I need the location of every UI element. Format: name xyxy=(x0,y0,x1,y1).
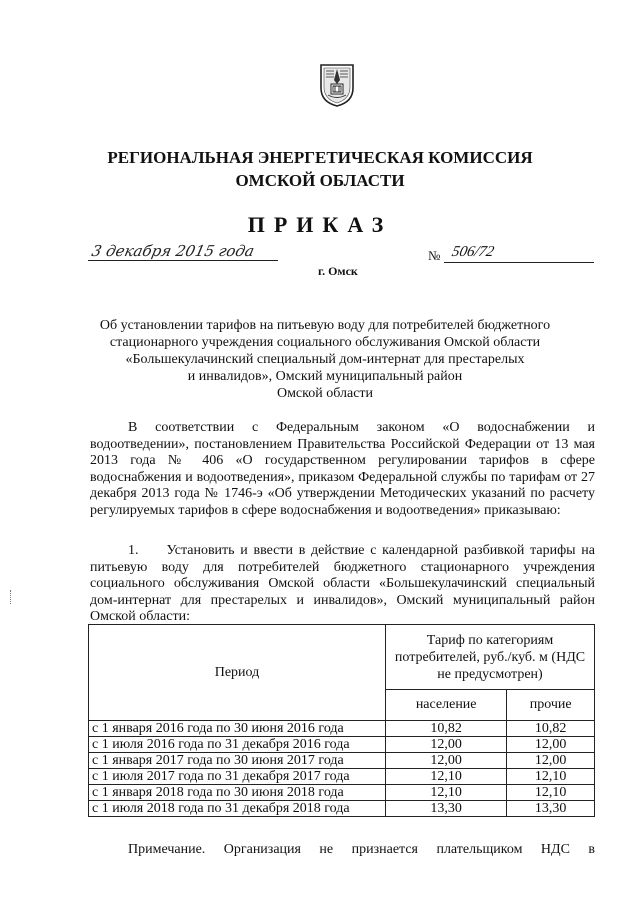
org-name-line1: РЕГИОНАЛЬНАЯ ЭНЕРГЕТИЧЕСКАЯ КОМИССИЯ xyxy=(107,148,533,167)
period-cell: с 1 января 2017 года по 30 июня 2017 года xyxy=(89,753,386,769)
other-tariff-cell: 12,00 xyxy=(507,737,595,753)
margin-mark xyxy=(10,590,12,604)
subject-line: Об установлении тарифов на питьевую воду для потребителей бюджетного xyxy=(99,318,551,333)
other-tariff-cell: 12,00 xyxy=(507,753,595,769)
table-row xyxy=(89,785,595,801)
header-period: Период xyxy=(89,625,386,721)
handwritten-date: 3 декабря 2015 года xyxy=(90,242,256,260)
table-row xyxy=(89,769,595,785)
period-cell: с 1 января 2016 года по 30 июня 2016 года xyxy=(89,721,386,737)
other-tariff-cell: 10,82 xyxy=(507,721,595,737)
date-underline xyxy=(88,260,278,261)
table-row xyxy=(89,737,595,753)
subject-line: стационарного учреждения социального обслуживания Омской области xyxy=(109,335,541,350)
other-tariff-cell: 13,30 xyxy=(507,801,595,817)
population-tariff-cell: 12,00 xyxy=(386,737,507,753)
period-cell: с 1 июля 2018 года по 31 декабря 2018 года xyxy=(89,801,386,817)
number-label: № xyxy=(428,248,441,263)
period-cell: с 1 января 2018 года по 30 июня 2018 года xyxy=(89,785,386,801)
other-tariff-cell: 12,10 xyxy=(507,785,595,801)
org-name-line2: ОМСКОЙ ОБЛАСТИ xyxy=(235,171,405,190)
period-cell: с 1 июля 2016 года по 31 декабря 2016 года xyxy=(89,737,386,753)
preamble-paragraph: В соответствии с Федеральным законом «О водоснабжении и водоотведении», постановлением Правительства Российской Федерации от 13 мая 2013 года № 406 «О государственном регулировании тарифов в сфере водоснабжения и водоотведения», приказом Федеральной службы по тарифам от 27 декабря 2013 года № 1746-э «Об утверждении Методических указаний по расчету регулируемых тарифов в сфере водоснабжения и водоотведения» приказываю: xyxy=(90,420,595,518)
handwritten-number: 506/72 xyxy=(450,244,496,260)
table-row xyxy=(89,721,595,737)
subject-line: Омской области xyxy=(276,386,374,401)
note-paragraph: Примечание. Организация не признается плательщиком НДС в xyxy=(128,842,595,857)
number-underline xyxy=(444,262,594,263)
table-row xyxy=(89,753,595,769)
other-tariff-cell: 12,10 xyxy=(507,769,595,785)
population-tariff-cell: 12,10 xyxy=(386,785,507,801)
document-type-title: ПРИКАЗ xyxy=(247,212,393,237)
table-row xyxy=(89,801,595,817)
tariff-table xyxy=(88,624,595,817)
subject-line: «Большекулачинский специальный дом-интернат для престарелых xyxy=(125,352,525,367)
city-label: г. Омск xyxy=(318,264,358,278)
subject-line: и инвалидов», Омский муниципальный район xyxy=(187,369,463,384)
header-tariff: Тариф по категориям потребителей, руб./куб. м (НДС не предусмотрен) xyxy=(386,625,595,690)
population-tariff-cell: 13,30 xyxy=(386,801,507,817)
coat-of-arms-emblem xyxy=(318,62,356,108)
header-population: население xyxy=(386,690,507,721)
item-1-paragraph: 1. Установить и ввести в действие с календарной разбивкой тарифы на питьевую воду для потребителей бюджетного стационарного учреждения социального обслуживания Омской области «Большекулачинский специальный дом-интернат для престарелых и инвалидов», Омский муниципальный район Омской области: xyxy=(90,543,595,624)
order-subject xyxy=(90,317,560,402)
population-tariff-cell: 10,82 xyxy=(386,721,507,737)
population-tariff-cell: 12,00 xyxy=(386,753,507,769)
period-cell: с 1 июля 2017 года по 31 декабря 2017 года xyxy=(89,769,386,785)
header-other: прочие xyxy=(507,690,595,721)
population-tariff-cell: 12,10 xyxy=(386,769,507,785)
